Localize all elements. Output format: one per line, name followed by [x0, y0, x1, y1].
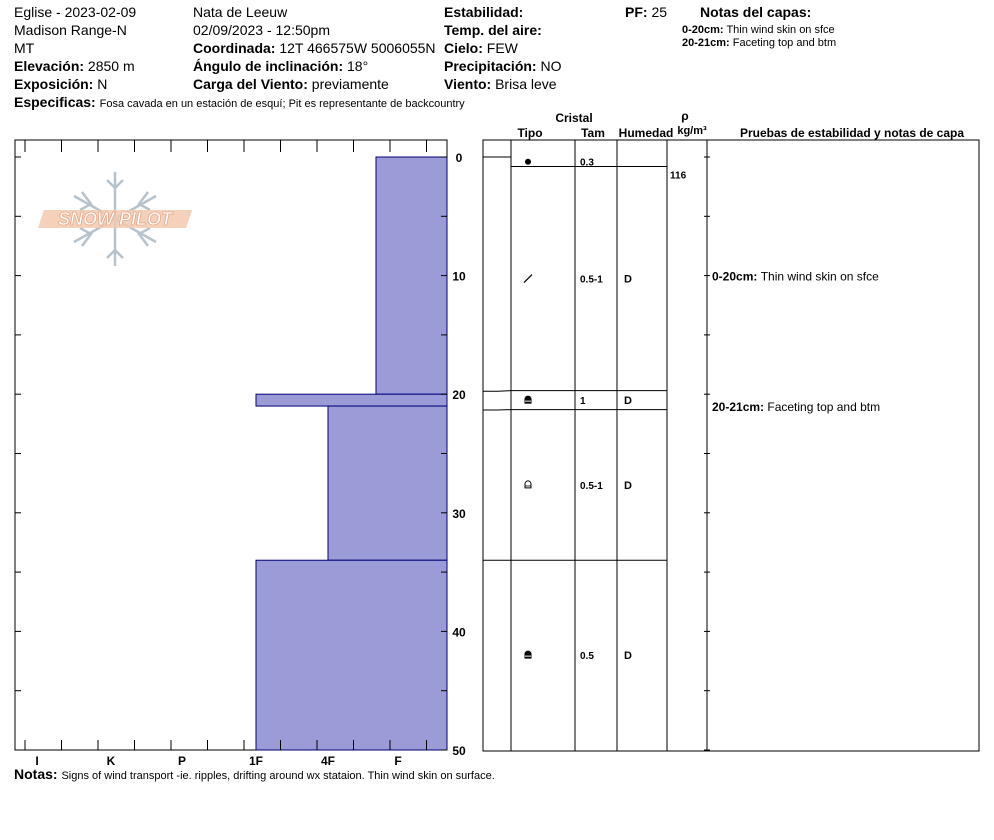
pf-label: PF: — [625, 4, 648, 20]
depth-label-20: 20 — [452, 388, 466, 403]
coordinate-value: 12T 466575W 5006055N — [279, 40, 436, 56]
layer-test-note-range: 20-21cm: — [712, 400, 768, 415]
connector-line — [483, 391, 511, 392]
hardness-bars — [256, 157, 447, 750]
hardness-label-P: P — [177, 754, 187, 768]
specifics-label: Especificas: — [14, 94, 96, 110]
slope-angle-label: Ángulo de inclinación: — [193, 58, 344, 74]
observer: Nata de Leeuw — [193, 4, 288, 20]
depth-label-40: 40 — [452, 625, 466, 640]
stability-label: Estabilidad: — [444, 4, 524, 20]
footer-notes — [14, 766, 495, 782]
layer-density-1: 116 — [670, 170, 687, 182]
grain-dot-icon — [525, 159, 531, 165]
layer-moisture-4: D — [624, 650, 632, 663]
wind-loading-value: previamente — [311, 76, 389, 92]
layer-size-4: 0.5 — [580, 651, 594, 663]
hardness-label-I: I — [35, 754, 39, 768]
layer-test-note-1 — [712, 400, 880, 414]
exposure-label: Exposición: — [14, 76, 94, 92]
layer-test-notes — [712, 270, 880, 414]
site-date: Eglise - 2023-02-09 — [14, 4, 137, 20]
hardness-bar-1 — [256, 394, 447, 406]
density-unit-header: kg/m³ — [677, 125, 707, 137]
tests-header: Pruebas de estabilidad y notas de capa — [739, 126, 965, 140]
exposure-value: N — [97, 76, 108, 92]
pf-value: 25 — [651, 4, 668, 20]
logo-text: SNOW PILOT — [58, 209, 172, 229]
sky-label: Cielo: — [444, 40, 483, 56]
hardness-label-K: K — [106, 754, 116, 768]
precipitation-value: NO — [540, 58, 562, 74]
hardness-bar-0 — [376, 157, 447, 394]
layer-size-0: 0.3 — [580, 157, 594, 169]
tipo-header: Tipo — [517, 126, 543, 140]
air-temp-label: Temp. del aire: — [444, 22, 542, 38]
layer-moisture-1: D — [624, 273, 632, 286]
notes-label: Notas: — [14, 766, 58, 782]
layer-size-2: 1 — [580, 396, 586, 408]
layer-note-1-text: Thin wind skin on sfce — [726, 24, 835, 36]
grain-precip-particle-icon — [524, 275, 532, 283]
snowpilot-logo — [38, 172, 192, 266]
layer-test-note-text: Faceting top and btm — [767, 400, 881, 415]
hardness-bar-3 — [256, 560, 447, 750]
layer-size-1: 0.5-1 — [580, 274, 603, 286]
layer-test-note-text: Thin wind skin on sfce — [760, 269, 879, 284]
layer-size-3: 0.5-1 — [580, 480, 603, 492]
layer-test-note-range: 0-20cm: — [712, 269, 761, 284]
precipitation-label: Precipitación: — [444, 58, 537, 74]
depth-label-50: 50 — [452, 744, 466, 758]
humedad-header: Humedad — [618, 126, 674, 140]
range-aspect: Madison Range-N — [14, 22, 127, 38]
cristal-header: Cristal — [555, 111, 593, 125]
elevation-label: Elevación: — [14, 58, 85, 74]
layer-note-2-text: Faceting top and btm — [732, 37, 837, 49]
layer-note-2-range: 20-21cm: — [682, 37, 730, 49]
depth-axis-labels — [452, 151, 466, 758]
layer-rows — [483, 157, 687, 662]
specifics-value: Fosa cavada en un estación de esquí; Pit es representante de backcountry — [99, 98, 465, 110]
elevation-value: 2850 m — [87, 58, 135, 74]
notes-value: Signs of wind transport -ie. ripples, drifting around wx stataion. Thin wind skin on surface. — [61, 770, 495, 782]
hardness-label-4F: 4F — [320, 754, 336, 768]
hardness-bar-2 — [328, 406, 447, 560]
depth-label-0: 0 — [455, 151, 463, 165]
layer-test-note-0 — [712, 270, 879, 284]
wind-loading-label: Carga del Viento: — [193, 76, 308, 92]
rho-header: ρ — [681, 109, 689, 123]
wind-label: Viento: — [444, 76, 492, 92]
datetime: 02/09/2023 - 12:50pm — [193, 22, 330, 38]
grain-depth-hoar-icon — [525, 396, 531, 403]
layer-moisture-3: D — [624, 479, 632, 492]
depth-label-30: 30 — [452, 506, 466, 521]
state: MT — [14, 40, 35, 56]
sky-value: FEW — [486, 40, 518, 56]
grain-facet-icon — [525, 481, 531, 488]
coordinate-label: Coordinada: — [193, 40, 276, 56]
hardness-label-F: F — [394, 754, 402, 768]
hardness-label-1F: 1F — [248, 754, 264, 768]
layer-table-frame — [483, 140, 979, 751]
layer-notes-title: Notas del capas: — [700, 4, 812, 20]
tam-header: Tam — [581, 126, 605, 140]
layer-note-1-range: 0-20cm: — [682, 24, 724, 36]
layer-moisture-2: D — [624, 395, 632, 408]
depth-label-10: 10 — [452, 269, 466, 284]
wind-value: Brisa leve — [495, 76, 557, 92]
grain-depth-hoar-icon — [525, 651, 531, 658]
slope-angle-value: 18° — [347, 58, 369, 74]
